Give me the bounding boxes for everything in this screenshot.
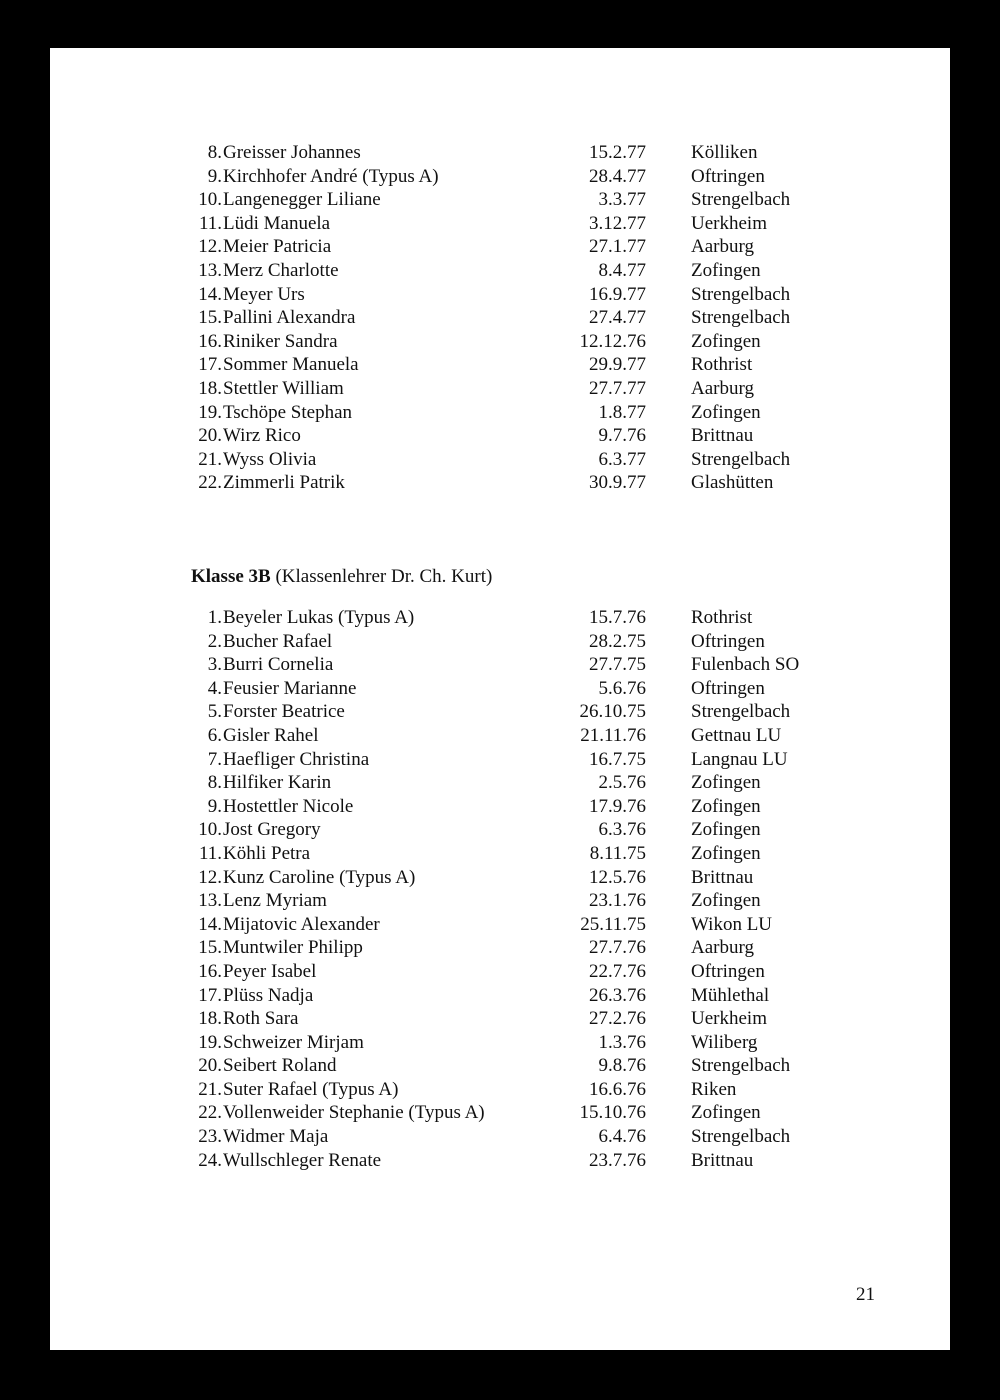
list-item xyxy=(50,188,950,212)
list-item-date: 15.2.77 xyxy=(589,142,646,163)
list-item-place: Rothrist xyxy=(691,354,753,376)
list-item-name: Lüdi Manuela xyxy=(223,212,331,234)
list-item-name: Plüss Nadja xyxy=(223,984,314,1006)
list-item-place: Strengelbach xyxy=(691,307,791,329)
list-item-date: 6.3.76 xyxy=(598,819,646,841)
list-item-date: 22.7.76 xyxy=(589,960,646,982)
list-item-number: 11. xyxy=(198,212,222,234)
list-item-name: Hostettler Nicole xyxy=(223,795,354,817)
list-item xyxy=(50,606,950,630)
list-item xyxy=(50,889,950,913)
list-item-name: Meyer Urs xyxy=(223,283,305,305)
list-item-place: Zofingen xyxy=(691,330,761,352)
list-item xyxy=(50,235,950,259)
list-item-date: 8.11.75 xyxy=(589,842,646,864)
list-item-date: 16.7.75 xyxy=(589,748,646,770)
list-item-date: 16.6.76 xyxy=(589,1078,646,1100)
list-item-date: 29.9.77 xyxy=(589,354,646,376)
list-item xyxy=(50,866,950,890)
list-item-number: 8. xyxy=(207,142,222,163)
list-item-number: 12. xyxy=(198,866,222,888)
list-item-date: 15.10.76 xyxy=(579,1102,646,1124)
list-item-number: 18. xyxy=(198,377,222,399)
list-item-date: 8.4.77 xyxy=(598,259,646,281)
list-item xyxy=(50,259,950,283)
list-item-name: Greisser Johannes xyxy=(223,142,361,163)
list-item-date: 23.1.76 xyxy=(589,890,646,912)
list-item xyxy=(50,1078,950,1102)
list-item-date: 21.11.76 xyxy=(580,724,646,746)
list-item-place: Zofingen xyxy=(691,890,761,912)
list-item-name: Schweizer Mirjam xyxy=(223,1031,364,1053)
list-item xyxy=(50,283,950,307)
list-item-number: 1. xyxy=(207,607,222,628)
list-item-name: Peyer Isabel xyxy=(223,960,317,982)
list-item-name: Jost Gregory xyxy=(223,819,321,841)
list-item-name: Zimmerli Patrik xyxy=(223,472,345,494)
list-item-name: Wyss Olivia xyxy=(223,448,317,470)
list-item-place: Strengelbach xyxy=(691,448,791,470)
list-item-name: Gisler Rahel xyxy=(223,724,319,746)
list-item-number: 2. xyxy=(207,630,222,652)
list-item xyxy=(50,771,950,795)
list-item-date: 1.8.77 xyxy=(598,401,646,423)
list-item-number: 22. xyxy=(198,1102,222,1124)
list-item xyxy=(50,471,950,495)
list-item-name: Muntwiler Philipp xyxy=(223,937,363,959)
list-item xyxy=(50,401,950,425)
list-item xyxy=(50,330,950,354)
list-item-number: 6. xyxy=(207,724,222,746)
list-item-date: 27.4.77 xyxy=(589,307,646,329)
list-item-place: Wiliberg xyxy=(691,1031,758,1053)
list-item-number: 18. xyxy=(198,1008,222,1030)
list-item-name: Roth Sara xyxy=(223,1008,299,1030)
list-item-name: Meier Patricia xyxy=(223,236,332,258)
list-item-name: Tschöpe Stephan xyxy=(223,401,353,423)
list-item-date: 16.9.77 xyxy=(589,283,646,305)
list-item xyxy=(50,700,950,724)
list-item xyxy=(50,353,950,377)
list-item-date: 27.7.75 xyxy=(589,654,646,676)
list-item-number: 19. xyxy=(198,1031,222,1053)
list-item-name: Feusier Marianne xyxy=(223,677,357,699)
list-item-date: 27.7.77 xyxy=(589,377,646,399)
list-item-place: Strengelbach xyxy=(691,1055,791,1077)
student-list-top xyxy=(50,141,950,495)
list-item-date: 9.8.76 xyxy=(598,1055,646,1077)
list-item-name: Suter Rafael (Typus A) xyxy=(223,1078,399,1100)
list-item-number: 13. xyxy=(198,259,222,281)
list-item-place: Kölliken xyxy=(691,142,758,163)
list-item xyxy=(50,960,950,984)
list-item-name: Merz Charlotte xyxy=(223,259,339,281)
list-item-date: 12.12.76 xyxy=(579,330,646,352)
list-item-number: 7. xyxy=(207,748,222,770)
list-item-number: 20. xyxy=(198,1055,222,1077)
list-item xyxy=(50,1125,950,1149)
list-item-place: Rothrist xyxy=(691,607,753,628)
list-item-number: 19. xyxy=(198,401,222,423)
list-item-date: 26.3.76 xyxy=(589,984,646,1006)
list-item-place: Brittnau xyxy=(691,1149,754,1171)
list-item-place: Gettnau LU xyxy=(691,724,782,746)
list-item-date: 6.4.76 xyxy=(598,1126,646,1148)
list-item-name: Lenz Myriam xyxy=(223,890,327,912)
list-item-date: 1.3.76 xyxy=(598,1031,646,1053)
list-item-date: 27.1.77 xyxy=(589,236,646,258)
list-item-place: Brittnau xyxy=(691,866,754,888)
list-item-name: Stettler William xyxy=(223,377,344,399)
list-item-place: Oftringen xyxy=(691,630,765,652)
list-item-place: Uerkheim xyxy=(691,212,767,234)
list-item-number: 8. xyxy=(207,772,222,794)
list-item xyxy=(50,913,950,937)
list-item xyxy=(50,448,950,472)
list-item-number: 13. xyxy=(198,890,222,912)
list-item-number: 17. xyxy=(198,354,222,376)
list-item xyxy=(50,630,950,654)
list-item-place: Zofingen xyxy=(691,401,761,423)
list-item-number: 15. xyxy=(198,937,222,959)
list-item-name: Wullschleger Renate xyxy=(223,1149,382,1171)
list-item-place: Strengelbach xyxy=(691,701,791,723)
student-list-class-3b xyxy=(50,606,950,1172)
list-item-number: 23. xyxy=(198,1126,222,1148)
list-item-number: 15. xyxy=(198,307,222,329)
list-item-place: Strengelbach xyxy=(691,1126,791,1148)
list-item-date: 28.4.77 xyxy=(589,165,646,187)
list-item-place: Aarburg xyxy=(691,377,754,399)
list-item-number: 10. xyxy=(198,819,222,841)
list-item-date: 17.9.76 xyxy=(589,795,646,817)
list-item-place: Oftringen xyxy=(691,165,765,187)
list-item-date: 9.7.76 xyxy=(598,425,646,447)
list-item xyxy=(50,936,950,960)
list-item-place: Fulenbach SO xyxy=(691,654,800,676)
list-item-place: Wikon LU xyxy=(691,913,773,935)
list-item xyxy=(50,424,950,448)
document-page xyxy=(50,48,950,1350)
list-item-name: Vollenweider Stephanie (Typus A) xyxy=(223,1102,485,1124)
list-item-date: 15.7.76 xyxy=(589,607,646,628)
list-item xyxy=(50,1101,950,1125)
list-item xyxy=(50,795,950,819)
list-item-date: 26.10.75 xyxy=(579,701,646,723)
list-item-number: 11. xyxy=(198,842,222,864)
list-item-place: Aarburg xyxy=(691,937,754,959)
list-item-name: Beyeler Lukas (Typus A) xyxy=(223,607,415,628)
list-item-date: 28.2.75 xyxy=(589,630,646,652)
list-item-name: Hilfiker Karin xyxy=(223,772,332,794)
list-item-number: 20. xyxy=(198,425,222,447)
list-item xyxy=(50,141,950,165)
list-item xyxy=(50,818,950,842)
class-heading xyxy=(191,565,492,589)
list-item-name: Wirz Rico xyxy=(223,425,301,447)
list-item-place: Oftringen xyxy=(691,677,765,699)
list-item xyxy=(50,1031,950,1055)
list-item-name: Widmer Maja xyxy=(223,1126,329,1148)
list-item-date: 25.11.75 xyxy=(580,913,646,935)
list-item-number: 16. xyxy=(198,960,222,982)
list-item-name: Langenegger Liliane xyxy=(223,189,381,211)
list-item-name: Riniker Sandra xyxy=(223,330,338,352)
list-item-number: 9. xyxy=(207,165,222,187)
page-number: 21 xyxy=(856,1284,875,1305)
list-item-number: 14. xyxy=(198,283,222,305)
list-item-date: 27.2.76 xyxy=(589,1008,646,1030)
list-item xyxy=(50,377,950,401)
list-item-place: Zofingen xyxy=(691,819,761,841)
list-item-number: 24. xyxy=(198,1149,222,1171)
list-item-place: Glashütten xyxy=(691,472,774,494)
list-item-place: Brittnau xyxy=(691,425,754,447)
list-item-name: Bucher Rafael xyxy=(223,630,333,652)
list-item-place: Oftringen xyxy=(691,960,765,982)
list-item-date: 5.6.76 xyxy=(598,677,646,699)
list-item-name: Seibert Roland xyxy=(223,1055,337,1077)
list-item-number: 21. xyxy=(198,1078,222,1100)
list-item xyxy=(50,677,950,701)
list-item-number: 16. xyxy=(198,330,222,352)
list-item-number: 14. xyxy=(198,913,222,935)
list-item-place: Zofingen xyxy=(691,842,761,864)
list-item xyxy=(50,984,950,1008)
list-item-name: Sommer Manuela xyxy=(223,354,359,376)
list-item-number: 12. xyxy=(198,236,222,258)
list-item-place: Zofingen xyxy=(691,1102,761,1124)
list-item-name: Forster Beatrice xyxy=(223,701,345,723)
list-item-name: Kunz Caroline (Typus A) xyxy=(223,866,416,888)
list-item-number: 21. xyxy=(198,448,222,470)
list-item-place: Strengelbach xyxy=(691,283,791,305)
list-item-date: 12.5.76 xyxy=(589,866,646,888)
list-item-place: Mühlethal xyxy=(691,984,770,1006)
list-item-date: 30.9.77 xyxy=(589,472,646,494)
list-item-number: 4. xyxy=(207,677,222,699)
list-item-name: Burri Cornelia xyxy=(223,654,334,676)
list-item-place: Strengelbach xyxy=(691,189,791,211)
class-heading-teacher: (Klassenlehrer Dr. Ch. Kurt) xyxy=(270,566,493,587)
list-item xyxy=(50,1149,950,1173)
list-item-name: Kirchhofer André (Typus A) xyxy=(223,165,439,187)
list-item-date: 27.7.76 xyxy=(589,937,646,959)
list-item-name: Köhli Petra xyxy=(223,842,311,864)
list-item xyxy=(50,212,950,236)
list-item-place: Langnau LU xyxy=(691,748,788,770)
list-item xyxy=(50,306,950,330)
list-item-date: 3.3.77 xyxy=(598,189,646,211)
class-heading-title: Klasse 3B xyxy=(191,566,271,587)
list-item xyxy=(50,748,950,772)
list-item-place: Aarburg xyxy=(691,236,754,258)
list-item xyxy=(50,724,950,748)
list-item-place: Zofingen xyxy=(691,772,761,794)
list-item xyxy=(50,842,950,866)
list-item-date: 23.7.76 xyxy=(589,1149,646,1171)
list-item-date: 3.12.77 xyxy=(589,212,646,234)
list-item-number: 10. xyxy=(198,189,222,211)
list-item-date: 6.3.77 xyxy=(598,448,646,470)
list-item-number: 9. xyxy=(207,795,222,817)
list-item-number: 17. xyxy=(198,984,222,1006)
list-item xyxy=(50,653,950,677)
list-item-place: Zofingen xyxy=(691,795,761,817)
list-item-place: Zofingen xyxy=(691,259,761,281)
list-item-place: Uerkheim xyxy=(691,1008,767,1030)
list-item xyxy=(50,1007,950,1031)
list-item xyxy=(50,165,950,189)
list-item-number: 5. xyxy=(207,701,222,723)
list-item-name: Mijatovic Alexander xyxy=(223,913,380,935)
list-item-number: 3. xyxy=(207,654,222,676)
list-item-name: Haefliger Christina xyxy=(223,748,370,770)
list-item-place: Riken xyxy=(691,1078,737,1100)
list-item-date: 2.5.76 xyxy=(598,772,646,794)
list-item xyxy=(50,1054,950,1078)
list-item-name: Pallini Alexandra xyxy=(223,307,356,329)
list-item-number: 22. xyxy=(198,472,222,494)
